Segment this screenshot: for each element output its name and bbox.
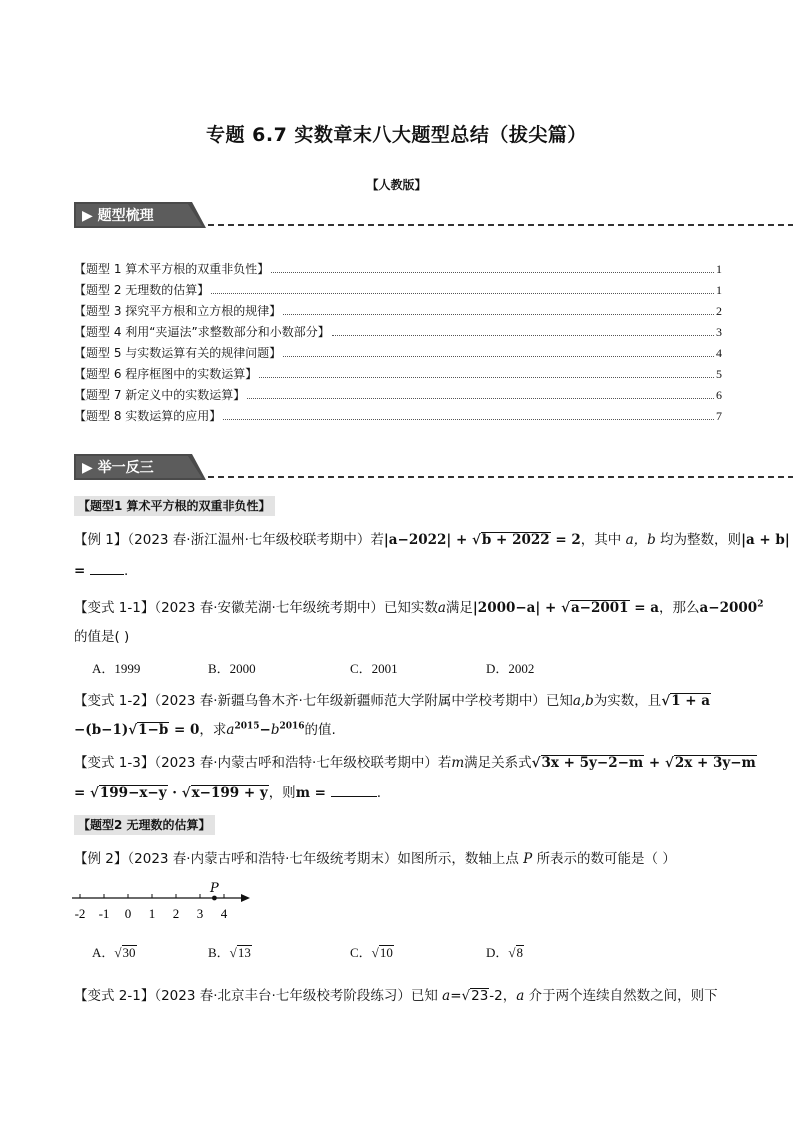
option-c[interactable]: C．√10 [350,945,393,960]
toc-page: 1 [716,283,722,297]
toc-label: 【题型 1 算术平方根的双重非负性】 [74,262,270,276]
number-line-tick-label: 1 [148,906,156,921]
toc-label: 【题型 7 新定义中的实数运算】 [74,388,246,402]
edition-label: 【人教版】 [366,178,427,192]
toc-page: 1 [716,262,722,276]
example-1-line2: = . [74,563,129,579]
toc-label: 【题型 4 利用“夹逼法”求整数部分和小数部分】 [74,325,330,339]
variant-1-3-line2: = √199−x−y · √x−199 + y，则m = . [74,785,381,801]
example-1-line1: 【例 1】（2023 春·浙江温州·七年级校联考期中）若|a−2022| + √b + 2022 = 2，其中 a，b 均为整数，则|a + b| [74,532,790,548]
variant-1-3-line1: 【变式 1-3】（2023 春·内蒙古呼和浩特·七年级校联考期中）若m满足关系式√3x + 5y−2−m + √2x + 3y−m [74,755,756,771]
number-line-tick-label: 0 [124,906,132,921]
number-line [66,868,266,924]
arrow-icon [241,894,250,902]
banner-divider [208,476,793,478]
variant-2-1-line1: 【变式 2-1】（2023 春·北京丰台·七年级校考阶段练习）已知 a=√23-2，a 介于两个连续自然数之间，则下 [74,988,718,1004]
banner-practice-label: 举一反三 [97,460,154,476]
banner-divider [208,224,793,226]
toc-item-8[interactable] [74,404,722,424]
toc-item-6[interactable] [74,362,722,382]
point-p-label: P [210,881,219,896]
variant-1-2-line1: 【变式 1-2】（2023 春·新疆乌鲁木齐·七年级新疆师范大学附属中学校考期中）已知a,b为实数，且√1 + a [74,693,711,709]
answer-blank[interactable] [331,784,377,797]
toc-page: 4 [716,346,722,360]
toc-label: 【题型 6 程序框图中的实数运算】 [74,367,258,381]
toc-label: 【题型 8 实数运算的应用】 [74,409,222,423]
toc-label: 【题型 3 探究平方根和立方根的规律】 [74,304,282,318]
toc-label: 【题型 5 与实数运算有关的规律问题】 [74,346,282,360]
option-d[interactable]: D．√8 [486,945,524,960]
number-line-tick-label: 3 [196,906,204,921]
toc-label: 【题型 2 无理数的估算】 [74,283,210,297]
play-icon: ▶ [82,208,93,224]
toc-page: 5 [716,367,722,381]
variant-1-1-line2: 的值是( ) [74,629,130,645]
section-2-label: 【题型2 无理数的估算】 [74,815,215,835]
toc-item-3[interactable] [74,299,722,319]
toc-page: 6 [716,388,722,402]
toc-item-2[interactable] [74,278,722,298]
variant-1-1-line1: 【变式 1-1】（2023 春·安徽芜湖·七年级统考期中）已知实数a满足|2000−a| + √a−2001 = a，那么$a-2000^2$ [74,599,764,616]
play-icon: ▶ [82,460,93,476]
number-line-tick-label: -2 [74,906,86,921]
toc-item-5[interactable] [74,341,722,361]
toc-item-1[interactable] [74,257,722,277]
option-b[interactable]: B．√13 [208,945,251,960]
option-a[interactable]: A．1999 [92,661,141,676]
banner-outline-label: 题型梳理 [97,208,154,224]
toc-page: 7 [716,409,722,423]
example-2-line1: 【例 2】（2023 春·内蒙古呼和浩特·七年级统考期末）如图所示，数轴上点 P 所表示的数可能是（ ） [74,851,676,867]
point-p [212,896,217,901]
number-line-tick-label: 2 [172,906,180,921]
answer-blank[interactable] [90,562,124,575]
option-b[interactable]: B．2000 [208,661,256,676]
toc-item-4[interactable] [74,320,722,340]
toc-item-7[interactable] [74,383,722,403]
number-line-tick-label: -1 [98,906,110,921]
option-c[interactable]: C．2001 [350,661,398,676]
page-title: 专题 6.7 实数章末八大题型总结（拔尖篇） [206,124,587,146]
variant-1-2-line2: −(b−1)√1−b = 0，求$a^{2015}-b^{2016}$的值. [74,721,336,738]
option-d[interactable]: D．2002 [486,661,535,676]
option-a[interactable]: A．√30 [92,945,136,960]
section-1-label: 【题型1 算术平方根的双重非负性】 [74,496,275,516]
toc-page: 3 [716,325,722,339]
toc-page: 2 [716,304,722,318]
number-line-tick-label: 4 [220,906,228,921]
